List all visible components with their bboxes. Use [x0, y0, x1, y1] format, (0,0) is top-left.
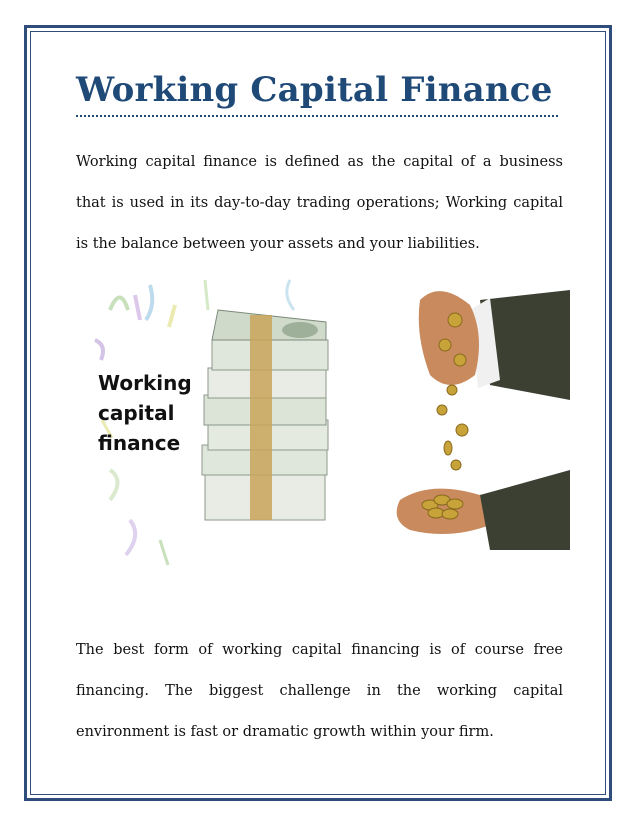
image-caption-line-3: finance — [98, 431, 181, 455]
intro-paragraph: Working capital finance is defined as the capital of a business that is used in its day-to-day trading operations; Working capital is the balance between your assets and your liabilities. — [76, 154, 563, 252]
coins-hands-image — [360, 270, 570, 550]
closing-paragraph: The best form of working capital financing is of course free financing. The biggest challenge in the working capital environment is fast or dramatic growth within your firm. — [76, 642, 563, 740]
title-underline — [76, 115, 558, 117]
image-caption-line-1: Working — [98, 371, 192, 395]
upper-hand-icon — [419, 291, 479, 385]
money-stack-image — [90, 270, 340, 580]
image-caption-line-2: capital — [98, 401, 175, 425]
bill-stacks — [202, 310, 328, 520]
page-title: Working Capital Finance — [76, 70, 553, 110]
sleeve-icon — [470, 290, 570, 400]
lower-hand-icon — [397, 470, 570, 550]
